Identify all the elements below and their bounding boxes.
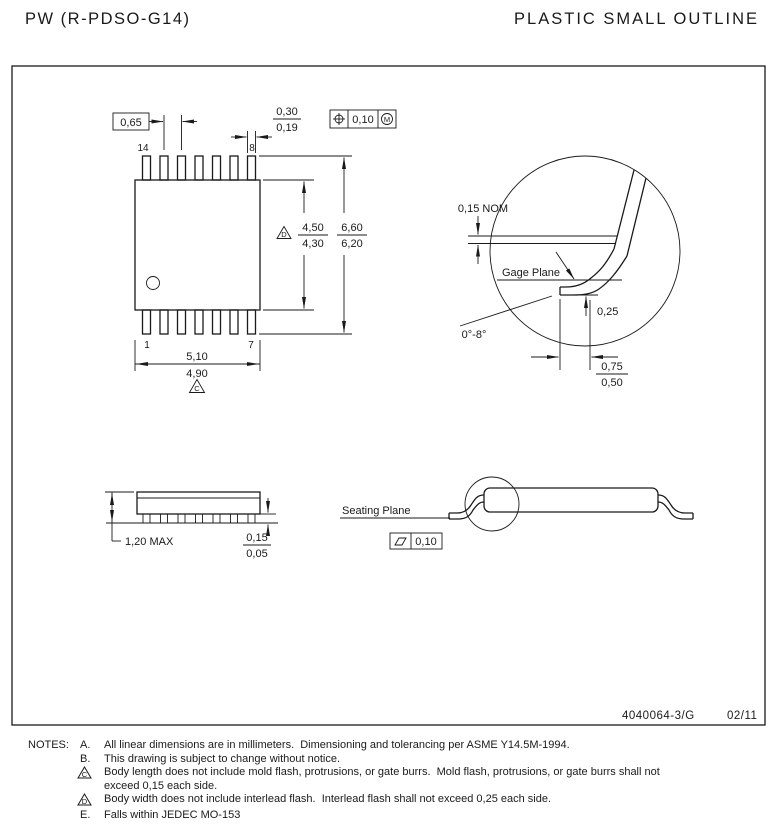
pin-lead xyxy=(161,514,168,523)
gage-offset: 0,25 xyxy=(597,306,619,318)
note-text: Body length does not include mold flash, protrusions, or gate burrs. Mold flash, protrusions, or gate burrs shall not exceed 0,15 each side. xyxy=(104,766,663,792)
revision-date: 02/11 xyxy=(727,710,758,722)
lead-thickness: 0,15 NOM xyxy=(457,203,509,215)
pin-lead xyxy=(143,514,150,523)
pitch-dimension: 0,65 xyxy=(120,117,142,129)
pin-lead xyxy=(248,310,256,334)
note-prefix: B. xyxy=(80,752,91,765)
note-text: All linear dimensions are in millimeters. Dimensioning and tolerancing per ASME Y14.5M-1994. xyxy=(104,739,570,751)
lead-angle: 0°-8° xyxy=(461,329,487,341)
note-prefix: A. xyxy=(80,739,91,751)
lead-detail-view xyxy=(458,156,680,389)
pin-lead xyxy=(178,156,186,180)
lead-width-min: 0,19 xyxy=(276,122,298,134)
pin1-indicator xyxy=(147,277,160,290)
package-body xyxy=(135,180,260,310)
pin-lead xyxy=(230,310,238,334)
svg-text:C: C xyxy=(81,770,88,779)
foot-length-max: 0,75 xyxy=(601,361,623,373)
package-height: 1,20 MAX xyxy=(125,536,174,548)
seating-plane-label: Seating Plane xyxy=(342,505,411,517)
note-ref-letter: C xyxy=(194,384,200,393)
foot-length-min: 0,50 xyxy=(601,377,623,389)
note-ref-letter: D xyxy=(281,230,287,239)
package-edge xyxy=(627,178,646,256)
note-row xyxy=(28,793,768,809)
pin-lead xyxy=(195,156,203,180)
position-tolerance: 0,10 xyxy=(352,114,374,126)
note-triangle-marker xyxy=(77,793,92,806)
pin-lead xyxy=(178,514,185,523)
pin-lead xyxy=(213,310,221,334)
pin-lead xyxy=(195,310,203,334)
angle-line xyxy=(460,296,552,326)
svg-text:D: D xyxy=(81,797,88,806)
pin-lead xyxy=(196,514,203,523)
seating-plane-view xyxy=(340,477,693,549)
pin-lead xyxy=(248,156,256,180)
body-length-min: 4,90 xyxy=(186,368,208,380)
pin-lead xyxy=(248,514,255,523)
pin-lead xyxy=(230,156,238,180)
note-text: Body width does not include interlead flash. Interlead flash shall not exceed 0,25 each side. xyxy=(104,793,552,805)
note-text: Falls within JEDEC MO-153 xyxy=(104,808,241,821)
note-prefix xyxy=(80,793,104,809)
package-type-title: PLASTIC SMALL OUTLINE xyxy=(514,10,759,28)
body-width-min: 4,30 xyxy=(302,238,324,250)
pin-number: 8 xyxy=(249,143,255,154)
note-row xyxy=(28,739,768,753)
drawing-border xyxy=(12,66,765,725)
gage-plane-label: Gage Plane xyxy=(501,267,561,279)
note-prefix xyxy=(80,766,104,782)
note-row xyxy=(28,766,768,793)
standoff-min: 0,05 xyxy=(246,548,268,560)
body-width-max: 4,50 xyxy=(302,222,324,234)
detail-callout-circle xyxy=(465,477,519,531)
top-view xyxy=(113,106,396,393)
pin-lead xyxy=(143,156,151,180)
pin-lead xyxy=(143,310,151,334)
package-body-side xyxy=(137,492,260,514)
pin-number: 14 xyxy=(137,143,149,154)
drawing-number: 4040064-3/G xyxy=(622,710,695,722)
pin-lead xyxy=(231,514,238,523)
notes-label: NOTES: xyxy=(28,739,69,751)
flatness-symbol-icon xyxy=(395,538,406,545)
note-row xyxy=(28,809,768,823)
standoff-max: 0,15 xyxy=(246,532,268,544)
notes-section xyxy=(28,739,768,822)
pin-lead xyxy=(160,156,168,180)
note-prefix: E. xyxy=(80,808,91,821)
body-length-max: 5,10 xyxy=(186,351,208,363)
pin-lead xyxy=(160,310,168,334)
pin-number: 1 xyxy=(144,340,150,351)
lead-width-max: 0,30 xyxy=(276,106,298,118)
note-triangle-marker xyxy=(77,766,92,779)
flatness-tolerance: 0,10 xyxy=(415,536,437,548)
package-code-title: PW (R-PDSO-G14) xyxy=(25,10,191,28)
note-text: This drawing is subject to change without notice. xyxy=(104,752,341,765)
detail-view-circle xyxy=(490,156,680,346)
pin-lead xyxy=(213,156,221,180)
mmc-modifier: M xyxy=(383,115,391,124)
pin-number: 7 xyxy=(248,340,254,351)
span-max: 6,60 xyxy=(341,222,363,234)
span-min: 6,20 xyxy=(341,238,363,250)
package-body-profile xyxy=(484,488,658,512)
pin-lead xyxy=(178,310,186,334)
note-row xyxy=(28,753,768,767)
lead-profile xyxy=(560,249,614,287)
side-view xyxy=(105,492,278,560)
pin-lead xyxy=(213,514,220,523)
true-position-frame xyxy=(330,110,396,128)
